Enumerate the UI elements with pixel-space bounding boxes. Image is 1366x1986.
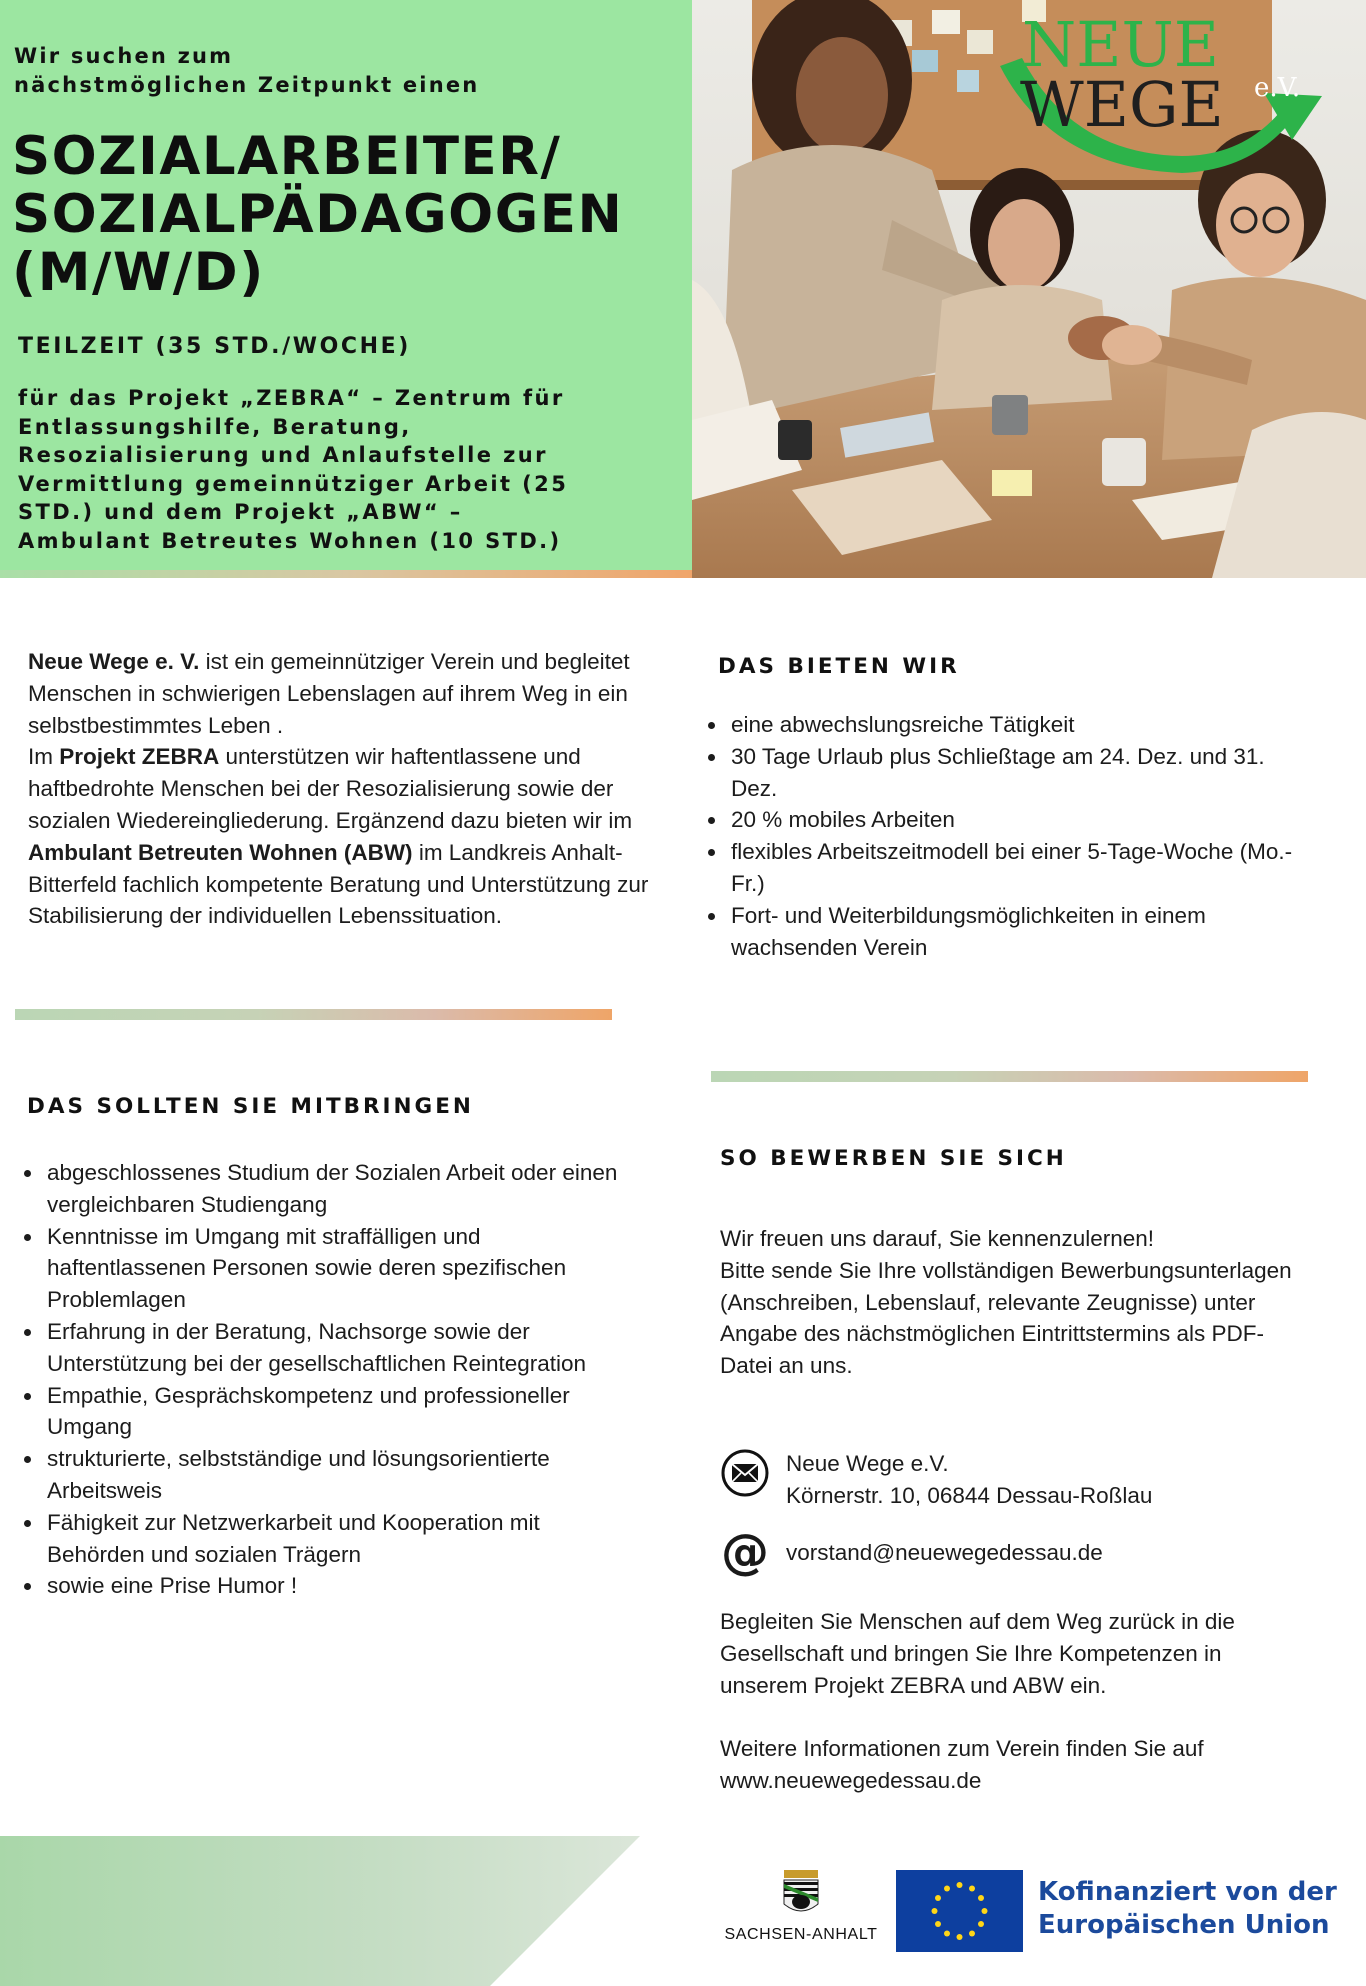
requirement-item: strukturierte, selbstständige und lösungsorientierte Arbeitsweis <box>20 1443 640 1507</box>
about-paragraph-1 <box>28 646 660 741</box>
project-line: Resozialisierung und Anlaufstelle zur <box>18 443 548 467</box>
about-paragraph-2 <box>28 741 660 932</box>
eu-text-line-1: Kofinanziert von der <box>1038 1877 1337 1907</box>
intro-line-1: Wir suchen zum <box>14 44 234 68</box>
requirement-item: Erfahrung in der Beratung, Nachsorge sowie der Unterstützung bei der gesellschaftlichen Reintegration <box>20 1316 640 1380</box>
offer-list <box>704 709 1304 963</box>
offer-item: eine abwechslungsreiche Tätigkeit <box>704 709 1304 741</box>
section-divider <box>711 1071 1308 1082</box>
working-hours: TEILZEIT (35 STD./WOCHE) <box>18 334 411 359</box>
requirements-heading: DAS SOLLTEN SIE MITBRINGEN <box>27 1094 474 1119</box>
postal-address <box>720 1448 1152 1512</box>
about-text: Im <box>28 744 60 770</box>
logo-word-neue: NEUE <box>1022 8 1220 81</box>
requirement-item: abgeschlossenes Studium der Sozialen Arbeit oder einen vergleichbaren Studiengang <box>20 1157 640 1221</box>
eu-text-line-2: Europäischen Union <box>1038 1910 1330 1940</box>
requirements-list <box>20 1157 640 1602</box>
abw-name: Ambulant Betreuten Wohnen (ABW) <box>28 839 413 865</box>
eu-cofunding-text <box>1038 1876 1337 1942</box>
job-title-line-3: (M/W/D) <box>12 242 265 303</box>
about-text: unterstützen wir haftentlassene und haftbedrohte Menschen bei der Resozialisierung sowie der sozialen Wiedereingliederung. Ergänzend dazu bieten wir im <box>28 744 633 833</box>
email-address[interactable]: vorstand@neuewegedessau.de <box>786 1540 1103 1565</box>
apply-instructions <box>720 1223 1300 1382</box>
logo-word-wege: WEGE <box>1020 68 1224 141</box>
requirement-item: sowie eine Prise Humor ! <box>20 1570 640 1602</box>
offer-item: 20 % mobiles Arbeiten <box>704 804 1304 836</box>
logo-suffix: e.V. <box>1254 73 1301 103</box>
about-text: im Landkreis Anhalt-Bitterfeld fachlich kompetente Beratung und Unterstützung zur Stabilisierung der individuellen Lebenssituation. <box>28 839 649 929</box>
paragraph-spacer <box>720 1701 1300 1733</box>
apply-intro: Wir freuen uns darauf, Sie kennenzulernen! <box>720 1226 1155 1251</box>
offer-item: flexibles Arbeitszeitmodell bei einer 5-Tage-Woche (Mo.-Fr.) <box>704 836 1304 900</box>
requirement-item: Fähigkeit zur Netzwerkarbeit und Kooperation mit Behörden und sozialen Trägern <box>20 1507 640 1571</box>
address-street: Körnerstr. 10, 06844 Dessau-Roßlau <box>786 1482 1153 1508</box>
website-link[interactable]: www.neuewegedessau.de <box>720 1768 982 1794</box>
neue-wege-logo <box>992 8 1332 178</box>
about-text: ist ein gemeinnütziger Verein und begleitet Menschen in schwierigen Lebenslagen auf ihrem Weg in ein selbstbestimmtes Leben . <box>28 649 630 738</box>
sachsen-anhalt-label: SACHSEN-ANHALT <box>724 1926 878 1943</box>
project-line: Ambulant Betreutes Wohnen (10 STD.) <box>18 528 562 553</box>
about-organization <box>28 646 660 932</box>
job-title-line-1: SOZIALARBEITER/ <box>12 126 562 187</box>
apply-closing <box>720 1606 1300 1797</box>
hero-green-panel <box>0 0 692 578</box>
offer-item: 30 Tage Urlaub plus Schließtage am 24. Dez. und 31. Dez. <box>704 741 1304 805</box>
eu-flag <box>896 1870 1023 1952</box>
section-divider <box>15 1009 612 1020</box>
header-banner <box>0 0 1366 578</box>
apply-heading: SO BEWERBEN SIE SICH <box>720 1146 1067 1171</box>
requirement-item: Empathie, Gesprächskompetenz und professioneller Umgang <box>20 1380 640 1444</box>
address-text <box>786 1448 1152 1512</box>
offer-heading: DAS BIETEN WIR <box>718 654 960 679</box>
footer-decor-shape <box>0 1836 640 1986</box>
mail-envelope-icon <box>720 1448 770 1498</box>
intro-line-2: nächstmöglichen Zeitpunkt einen <box>14 73 480 97</box>
org-name: Neue Wege e. V. <box>28 649 200 674</box>
closing-text: Begleiten Sie Menschen auf dem Weg zurück in die Gesellschaft und bringen Sie Ihre Kompetenzen in unserem Projekt ZEBRA und ABW ein. <box>720 1609 1235 1698</box>
address-name: Neue Wege e.V. <box>786 1451 949 1476</box>
offer-item: Fort- und Weiterbildungsmöglichkeiten in einem wachsenden Verein <box>704 900 1304 964</box>
header-gradient-stripe <box>0 570 692 578</box>
project-line: Entlassungshilfe, Beratung, <box>18 414 412 439</box>
project-description <box>18 384 688 555</box>
more-info-text: Weitere Informationen zum Verein finden Sie auf <box>720 1736 1204 1762</box>
email-contact <box>720 1524 1103 1580</box>
apply-body: Bitte sende Sie Ihre vollständigen Bewerbungsunterlagen (Anschreiben, Lebenslauf, relevante Zeugnisse) unter Angabe des nächstmöglichen Eintrittstermins als PDF-Datei an uns. <box>720 1257 1292 1379</box>
job-title <box>12 128 682 302</box>
job-title-line-2: SOZIALPÄDAGOGEN <box>12 184 624 245</box>
project-zebra-name: Projekt ZEBRA <box>59 744 220 770</box>
at-sign-icon: @ <box>721 1524 769 1580</box>
project-line: Vermittlung gemeinnütziger Arbeit (25 <box>18 471 569 496</box>
project-line: für das Projekt „ZEBRA“ – Zentrum für <box>18 386 565 410</box>
project-line: STD.) und dem Projekt „ABW“ – <box>18 500 463 524</box>
requirement-item: Kenntnisse im Umgang mit straffälligen und haftentlassenen Personen sowie deren spezifischen Problemlagen <box>20 1221 640 1316</box>
intro-text <box>14 42 674 100</box>
